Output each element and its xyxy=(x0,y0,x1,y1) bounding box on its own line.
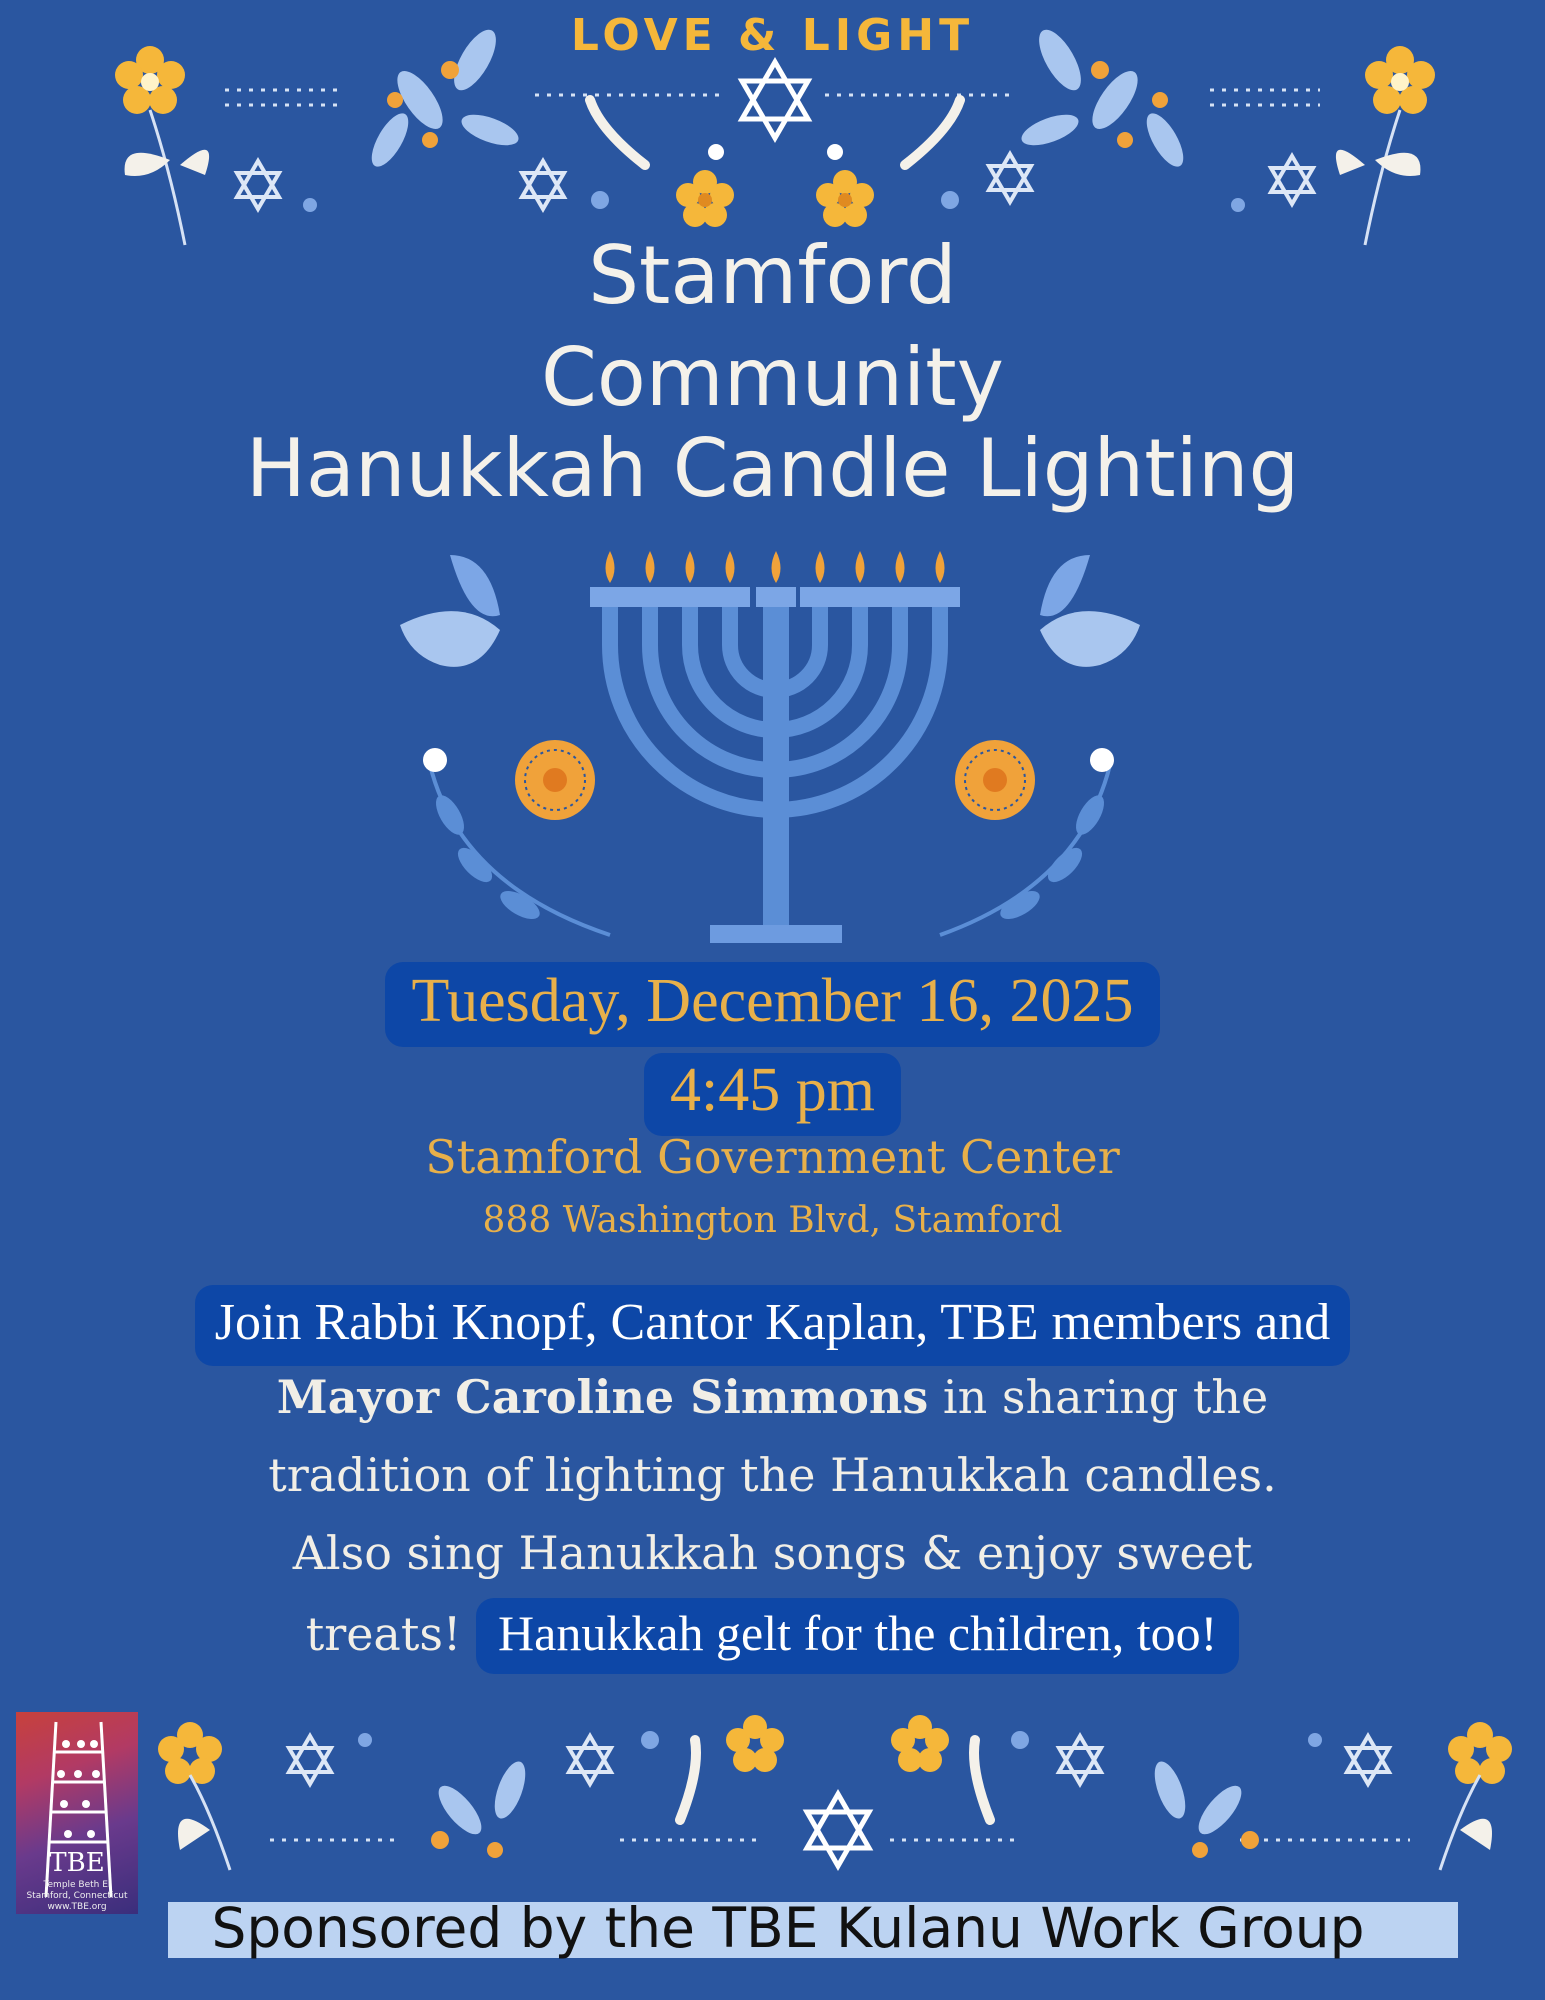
description-line-2-rest: in sharing the xyxy=(928,1370,1269,1424)
tbe-logo-city: Stamford, Connecticut xyxy=(26,1890,128,1901)
event-date xyxy=(0,962,1545,1047)
title-line-3: Hanukkah Candle Lighting xyxy=(245,422,1300,515)
description-line-5 xyxy=(0,1598,1545,1674)
event-time xyxy=(0,1053,1545,1136)
bottom-floral-border xyxy=(140,1700,1545,1900)
gelt-highlight: Hanukkah gelt for the children, too! xyxy=(476,1598,1239,1674)
sponsor-text: Sponsored by the TBE Kulanu Work Group xyxy=(211,1896,1365,1960)
event-date-text: Tuesday, December 16, 2025 xyxy=(385,962,1159,1047)
star-of-david-icon xyxy=(742,62,808,138)
tbe-logo-subtitle: Temple Beth El xyxy=(43,1880,111,1890)
description-line-3: tradition of lighting the Hanukkah candles. xyxy=(268,1448,1277,1502)
event-address: 888 Washington Blvd, Stamford xyxy=(482,1200,1063,1241)
description-line-2 xyxy=(0,1370,1545,1424)
event-venue: Stamford Government Center xyxy=(425,1130,1120,1184)
description-line-1-text: Join Rabbi Knopf, Cantor Kaplan, TBE members and xyxy=(195,1285,1350,1366)
description-line-4: Also sing Hanukkah songs & enjoy sweet xyxy=(292,1526,1253,1580)
title-line-1: Stamford xyxy=(588,229,957,322)
menorah-illustration xyxy=(380,535,1160,955)
description-line-1 xyxy=(0,1285,1545,1366)
mayor-name: Mayor Caroline Simmons xyxy=(276,1370,929,1424)
event-time-text: 4:45 pm xyxy=(644,1053,901,1136)
description-line-5-start: treats! xyxy=(305,1607,477,1661)
title-line-2: Community xyxy=(540,331,1004,424)
tbe-logo-details xyxy=(16,1880,138,1912)
tbe-logo-url: www.TBE.org xyxy=(47,1901,107,1912)
star-of-david-icon xyxy=(807,1794,869,1866)
tagline: LOVE & LIGHT xyxy=(570,10,975,61)
tbe-logo-name: TBE xyxy=(49,1848,105,1878)
